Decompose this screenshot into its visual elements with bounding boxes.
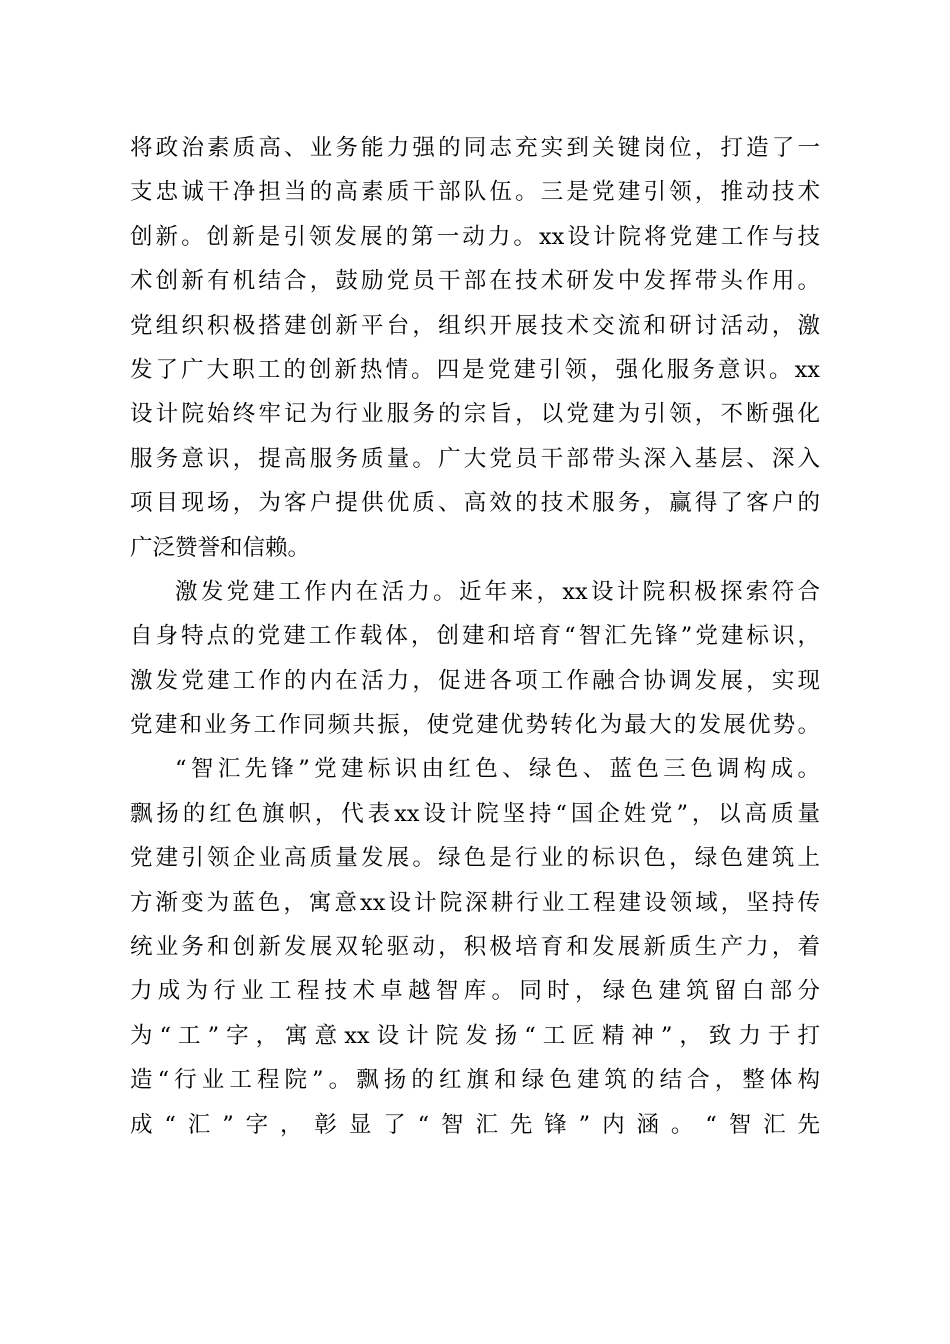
text-line: 党建引领企业高质量发展。绿色是行业的标识色，绿色建筑上 (130, 845, 820, 872)
text-line: 飘扬的红色旗帜，代表xx设计院坚持“国企姓党”，以高质量 (130, 800, 820, 827)
text-line: 党建和业务工作同频共振，使党建优势转化为最大的发展优势。 (130, 712, 820, 739)
text-line: 自身特点的党建工作载体，创建和培育“智汇先锋”党建标识， (130, 623, 820, 650)
body-text (130, 126, 820, 1147)
text-line: “智汇先锋”党建标识由红色、绿色、蓝色三色调构成。 (175, 756, 820, 783)
text-line: 激发党建工作的内在活力，促进各项工作融合协调发展，实现 (130, 667, 820, 694)
paragraph (130, 747, 820, 1147)
paragraph (130, 126, 820, 570)
text-line: 服务意识，提高服务质量。广大党员干部带头深入基层、深入 (130, 445, 820, 472)
text-line: 党组织积极搭建创新平台，组织开展技术交流和研讨活动，激 (130, 312, 820, 339)
text-line: 发了广大职工的创新热情。四是党建引领，强化服务意识。xx (130, 356, 820, 383)
text-line: 广泛赞誉和信赖。 (130, 534, 311, 561)
text-line: 创新。创新是引领发展的第一动力。xx设计院将党建工作与技 (130, 223, 820, 250)
text-line: 统业务和创新发展双轮驱动，积极培育和发展新质生产力，着 (130, 934, 820, 961)
text-line: 为“工”字，寓意xx设计院发扬“工匠精神”，致力于打 (130, 1022, 820, 1049)
text-line: 成“汇”字，彰显了“智汇先锋”内涵。“智汇先 (130, 1111, 820, 1138)
text-line: 将政治素质高、业务能力强的同志充实到关键岗位，打造了一 (130, 135, 820, 161)
text-line: 支忠诚干净担当的高素质干部队伍。三是党建引领，推动技术 (130, 179, 820, 206)
paragraph (130, 570, 820, 748)
text-line: 造“行业工程院”。飘扬的红旗和绿色建筑的结合，整体构 (130, 1067, 820, 1094)
text-line: 项目现场，为客户提供优质、高效的技术服务，赢得了客户的 (130, 490, 820, 517)
text-line: 术创新有机结合，鼓励党员干部在技术研发中发挥带头作用。 (130, 268, 820, 295)
text-line: 力成为行业工程技术卓越智库。同时，绿色建筑留白部分 (130, 978, 820, 1005)
text-line: 设计院始终牢记为行业服务的宗旨，以党建为引领，不断强化 (130, 401, 820, 428)
text-line: 激发党建工作内在活力。近年来，xx设计院积极探索符合 (175, 578, 820, 605)
text-line: 方渐变为蓝色，寓意xx设计院深耕行业工程建设领域，坚持传 (130, 889, 820, 916)
